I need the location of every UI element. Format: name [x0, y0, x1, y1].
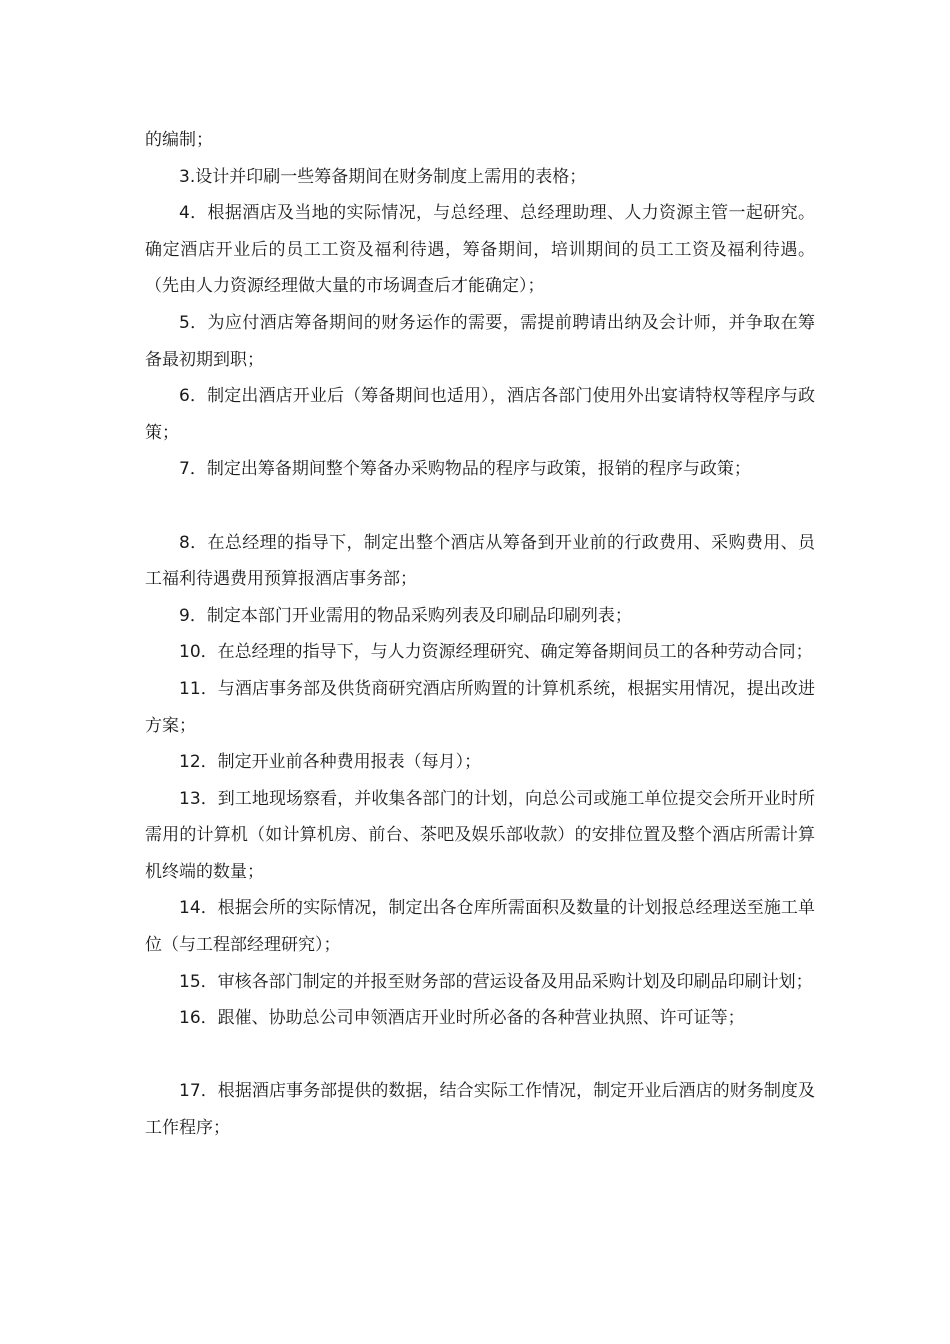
paragraph-item-17: 17．根据酒店事务部提供的数据，结合实际工作情况，制定开业后酒店的财务制度及工作程序；	[145, 1081, 815, 1139]
paragraph-item-5: 5．为应付酒店筹备期间的财务运作的需要，需提前聘请出纳及会计师，并争取在筹备最初期到职；	[145, 312, 815, 370]
paragraph-item-12: 12．制定开业前各种费用报表（每月）；	[179, 752, 482, 773]
paragraph-item-4: 4．根据酒店及当地的实际情况，与总经理、总经理助理、人力资源主管一起研究。确定酒店开业后的员工工资及福利待遇，筹备期间，培训期间的员工工资及福利待遇。（先由人力资源经理做大量的市场调查后才能确定）；	[145, 203, 815, 297]
paragraph-item-8: 8．在总经理的指导下，制定出整个酒店从筹备到开业前的行政费用、采购费用、员工福利待遇费用预算报酒店事务部；	[145, 532, 815, 590]
paragraph-item-15: 15．审核各部门制定的并报至财务部的营运设备及用品采购计划及印刷品印刷计划；	[179, 971, 813, 992]
paragraph-item-11: 11．与酒店事务部及供货商研究酒店所购置的计算机系统，根据实用情况，提出改进方案；	[145, 678, 815, 736]
paragraph-item-13: 13．到工地现场察看，并收集各部门的计划，向总公司或施工单位提交会所开业时所需用的计算机（如计算机房、前台、茶吧及娱乐部收款）的安排位置及整个酒店所需计算机终端的数量；	[145, 788, 815, 882]
paragraph-item-6: 6．制定出酒店开业后（筹备期间也适用），酒店各部门使用外出宴请特权等程序与政策；	[145, 386, 815, 443]
paragraph-continuation: 的编制；	[145, 130, 213, 150]
blank-line	[145, 488, 815, 525]
paragraph-item-9: 9．制定本部门开业需用的物品采购列表及印刷品印刷列表；	[179, 605, 632, 626]
paragraph-item-7: 7．制定出筹备期间整个筹备办采购物品的程序与政策，报销的程序与政策；	[179, 459, 751, 480]
paragraph-item-14: 14．根据会所的实际情况，制定出各仓库所需面积及数量的计划报总经理送至施工单位（与工程部经理研究）；	[145, 898, 815, 956]
paragraph-item-10: 10．在总经理的指导下，与人力资源经理研究、确定筹备期间员工的各种劳动合同；	[179, 642, 813, 663]
document-body	[145, 122, 815, 1147]
paragraph-item-16: 16．跟催、协助总公司申领酒店开业时所必备的各种营业执照、许可证等；	[179, 1008, 745, 1029]
paragraph-item-3: 3.设计并印刷一些筹备期间在财务制度上需用的表格；	[179, 166, 587, 187]
blank-line	[145, 1037, 815, 1074]
